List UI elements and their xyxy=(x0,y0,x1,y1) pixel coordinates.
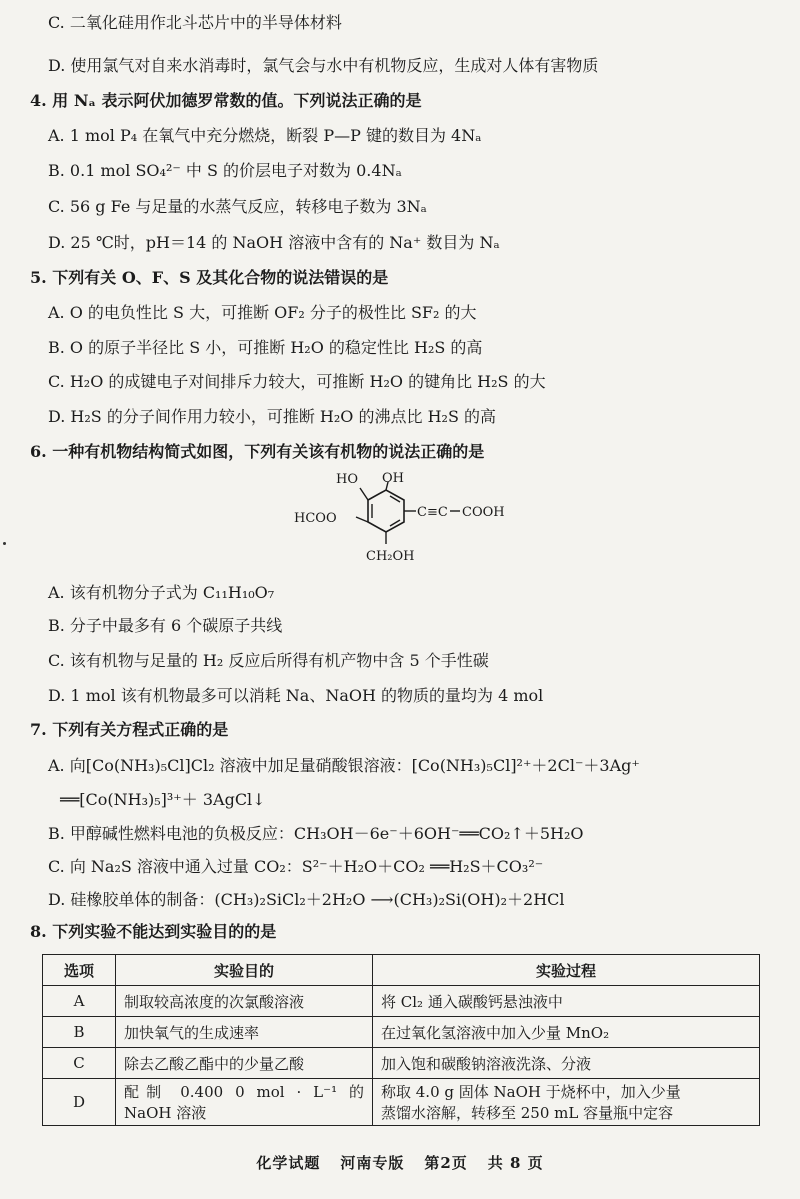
row-goal: 加快氧气的生成速率 xyxy=(116,1017,373,1048)
option-d-prev: D. 使用氯气对自来水消毒时，氯气会与水中有机物反应，生成对人体有害物质 xyxy=(48,56,599,75)
question-5-option-a: A. O 的电负性比 S 大，可推断 OF₂ 分子的极性比 SF₂ 的大 xyxy=(48,303,477,322)
structure-svg xyxy=(278,470,528,570)
page-footer xyxy=(0,1152,800,1173)
bond-ho xyxy=(360,488,368,500)
header-process: 实验过程 xyxy=(373,955,760,986)
row-option: D xyxy=(43,1079,116,1126)
row-goal-line-2: NaOH 溶液 xyxy=(124,1104,207,1122)
header-goal: 实验目的 xyxy=(116,955,373,986)
question-6-option-c: C. 该有机物与足量的 H₂ 反应后所得有机产物中含 5 个手性碳 xyxy=(48,651,489,670)
question-7-option-d: D. 硅橡胶单体的制备：(CH₃)₂SiCl₂＋2H₂O ⟶(CH₃)₂Si(OH)₂＋2HCl xyxy=(48,890,565,909)
table-row xyxy=(43,1017,760,1048)
question-7: 7. 下列有关方程式正确的是 xyxy=(30,720,229,739)
footer-subject: 化学试题 xyxy=(256,1154,321,1172)
question-5-option-d: D. H₂S 的分子间作用力较小，可推断 H₂O 的沸点比 H₂S 的高 xyxy=(48,407,497,426)
table-header-row xyxy=(43,955,760,986)
question-6-option-a: A. 该有机物分子式为 C₁₁H₁₀O₇ xyxy=(48,583,275,602)
label-ho: HO xyxy=(336,472,358,487)
row-option: C xyxy=(43,1048,116,1079)
margin-dot xyxy=(3,542,6,545)
footer-total: 共 8 页 xyxy=(487,1154,544,1172)
row-process: 将 Cl₂ 通入碳酸钙悬浊液中 xyxy=(373,986,760,1017)
question-4-option-a: A. 1 mol P₄ 在氧气中充分燃烧，断裂 P—P 键的数目为 4Nₐ xyxy=(48,126,482,145)
row-process: 加入饱和碳酸钠溶液洗涤、分液 xyxy=(373,1048,760,1079)
question-7-option-b: B. 甲醇碱性燃料电池的负极反应：CH₃OH－6e⁻＋6OH⁻══CO₂↑＋5H₂O xyxy=(48,824,584,843)
question-6: 6. 一种有机物结构简式如图，下列有关该有机物的说法正确的是 xyxy=(30,442,485,461)
row-process: 在过氧化氢溶液中加入少量 MnO₂ xyxy=(373,1017,760,1048)
header-option: 选项 xyxy=(43,955,116,986)
footer-page: 第2页 xyxy=(424,1154,468,1172)
row-goal xyxy=(116,1079,373,1126)
structure-diagram xyxy=(278,470,528,570)
question-8: 8. 下列实验不能达到实验目的的是 xyxy=(30,922,277,941)
question-5-option-c: C. H₂O 的成键电子对间排斥力较大，可推断 H₂O 的键角比 H₂S 的大 xyxy=(48,372,546,391)
question-4: 4. 用 Nₐ 表示阿伏加德罗常数的值。下列说法正确的是 xyxy=(30,91,422,110)
label-ch2oh: CH₂OH xyxy=(366,549,415,564)
label-triple-bond: C≡C xyxy=(417,505,448,520)
question-7-option-c: C. 向 Na₂S 溶液中通入过量 CO₂：S²⁻＋H₂O＋CO₂ ══H₂S＋CO₃²⁻ xyxy=(48,857,544,876)
row-goal: 除去乙酸乙酯中的少量乙酸 xyxy=(116,1048,373,1079)
label-hcoo: HCOO xyxy=(294,511,337,526)
option-c-prev: C. 二氧化硅用作北斗芯片中的半导体材料 xyxy=(48,13,342,32)
row-goal-line-1: 配制 0.400 0 mol · L⁻¹ 的 xyxy=(124,1083,364,1101)
table-row xyxy=(43,1048,760,1079)
row-process-line-1: 称取 4.0 g 固体 NaOH 于烧杯中，加入少量 xyxy=(381,1083,681,1101)
row-process-line-2: 蒸馏水溶解，转移至 250 mL 容量瓶中定容 xyxy=(381,1104,674,1122)
experiment-table xyxy=(42,954,760,1126)
question-7-option-a: A. 向[Co(NH₃)₅Cl]Cl₂ 溶液中加足量硝酸银溶液：[Co(NH₃)₅Cl]²⁺＋2Cl⁻＋3Ag⁺ xyxy=(48,756,640,775)
row-process xyxy=(373,1079,760,1126)
footer-edition: 河南专版 xyxy=(340,1154,405,1172)
row-option: A xyxy=(43,986,116,1017)
question-4-option-c: C. 56 g Fe 与足量的水蒸气反应，转移电子数为 3Nₐ xyxy=(48,197,427,216)
question-5: 5. 下列有关 O、F、S 及其化合物的说法错误的是 xyxy=(30,268,389,287)
row-option: B xyxy=(43,1017,116,1048)
table-row xyxy=(43,986,760,1017)
bond-hcoo xyxy=(356,517,368,522)
benzene-ring xyxy=(368,490,404,532)
question-5-option-b: B. O 的原子半径比 S 小，可推断 H₂O 的稳定性比 H₂S 的高 xyxy=(48,338,483,357)
question-6-option-d: D. 1 mol 该有机物最多可以消耗 Na、NaOH 的物质的量均为 4 mol xyxy=(48,686,544,705)
question-6-option-b: B. 分子中最多有 6 个碳原子共线 xyxy=(48,616,283,635)
row-goal: 制取较高浓度的次氯酸溶液 xyxy=(116,986,373,1017)
label-oh: OH xyxy=(382,471,404,486)
question-4-option-d: D. 25 ℃时，pH＝14 的 NaOH 溶液中含有的 Na⁺ 数目为 Nₐ xyxy=(48,233,500,252)
label-cooh: COOH xyxy=(462,505,505,520)
question-4-option-b: B. 0.1 mol SO₄²⁻ 中 S 的价层电子对数为 0.4Nₐ xyxy=(48,161,402,180)
table-row xyxy=(43,1079,760,1126)
question-7-option-a-cont: ══[Co(NH₃)₅]³⁺＋ 3AgCl↓ xyxy=(60,790,266,809)
